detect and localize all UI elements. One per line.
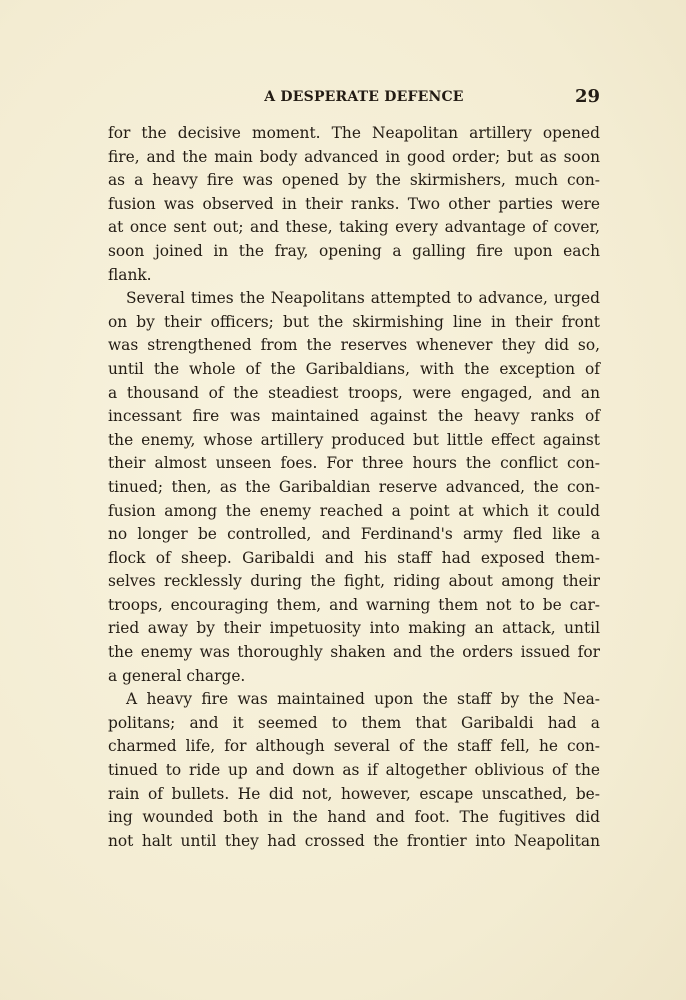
text-line: fire, and the main body advanced in good order; but as soon [108, 147, 600, 166]
text-line: as a heavy fire was opened by the skirmishers, much con- [108, 171, 600, 190]
text-line: troops, encouraging them, and warning them not to be car- [108, 595, 600, 614]
text-line: a general charge. [108, 666, 246, 685]
text-line: was strengthened from the reserves whenever they did so, [108, 336, 600, 355]
text-line: not halt until they had crossed the frontier into Neapolitan [108, 831, 600, 850]
text-line: on by their officers; but the skirmishing line in their front [108, 312, 600, 331]
running-head: A DESPERATE DEFENCE [264, 89, 464, 105]
text-line: rain of bullets. He did not, however, escape unscathed, be- [108, 784, 600, 803]
text-line: a thousand of the steadiest troops, were engaged, and an [108, 383, 600, 402]
text-line: the enemy was thoroughly shaken and the orders issued for [108, 643, 600, 662]
text-line: the enemy, whose artillery produced but little effect against [108, 430, 600, 449]
text-line: A heavy fire was maintained upon the staff by the Nea- [126, 690, 600, 709]
text-line: flock of sheep. Garibaldi and his staff had exposed them- [108, 548, 600, 567]
text-line: politans; and it seemed to them that Garibaldi had a [108, 713, 600, 732]
text-line: selves recklessly during the fight, riding about among their [108, 572, 600, 591]
text-line: tinued to ride up and down as if altogether oblivious of the [108, 761, 600, 780]
text-line: charmed life, for although several of the staff fell, he con- [108, 737, 600, 756]
text-line: flank. [108, 265, 152, 284]
text-line: ried away by their impetuosity into making an attack, until [108, 619, 600, 638]
text-line: their almost unseen foes. For three hours the conflict con- [108, 454, 600, 473]
text-line: Several times the Neapolitans attempted to advance, urged [126, 289, 600, 308]
text-line: soon joined in the fray, opening a galling fire upon each [108, 241, 600, 260]
text-line: at once sent out; and these, taking every advantage of cover, [108, 218, 600, 237]
page-header [108, 86, 600, 110]
text-line: incessant fire was maintained against the heavy ranks of [108, 407, 600, 426]
text-line: tinued; then, as the Garibaldian reserve advanced, the con- [108, 477, 600, 496]
text-line: no longer be controlled, and Ferdinand's army fled like a [108, 525, 600, 544]
text-line: ing wounded both in the hand and foot. The fugitives did [108, 808, 600, 827]
text-line: fusion among the enemy reached a point at which it could [108, 501, 600, 520]
body-text [108, 122, 600, 853]
text-line: until the whole of the Garibaldians, with the exception of [108, 359, 600, 378]
text-line: for the decisive moment. The Neapolitan artillery opened [108, 124, 600, 142]
text-line: fusion was observed in their ranks. Two other parties were [108, 194, 600, 213]
page-number: 29 [574, 86, 600, 107]
